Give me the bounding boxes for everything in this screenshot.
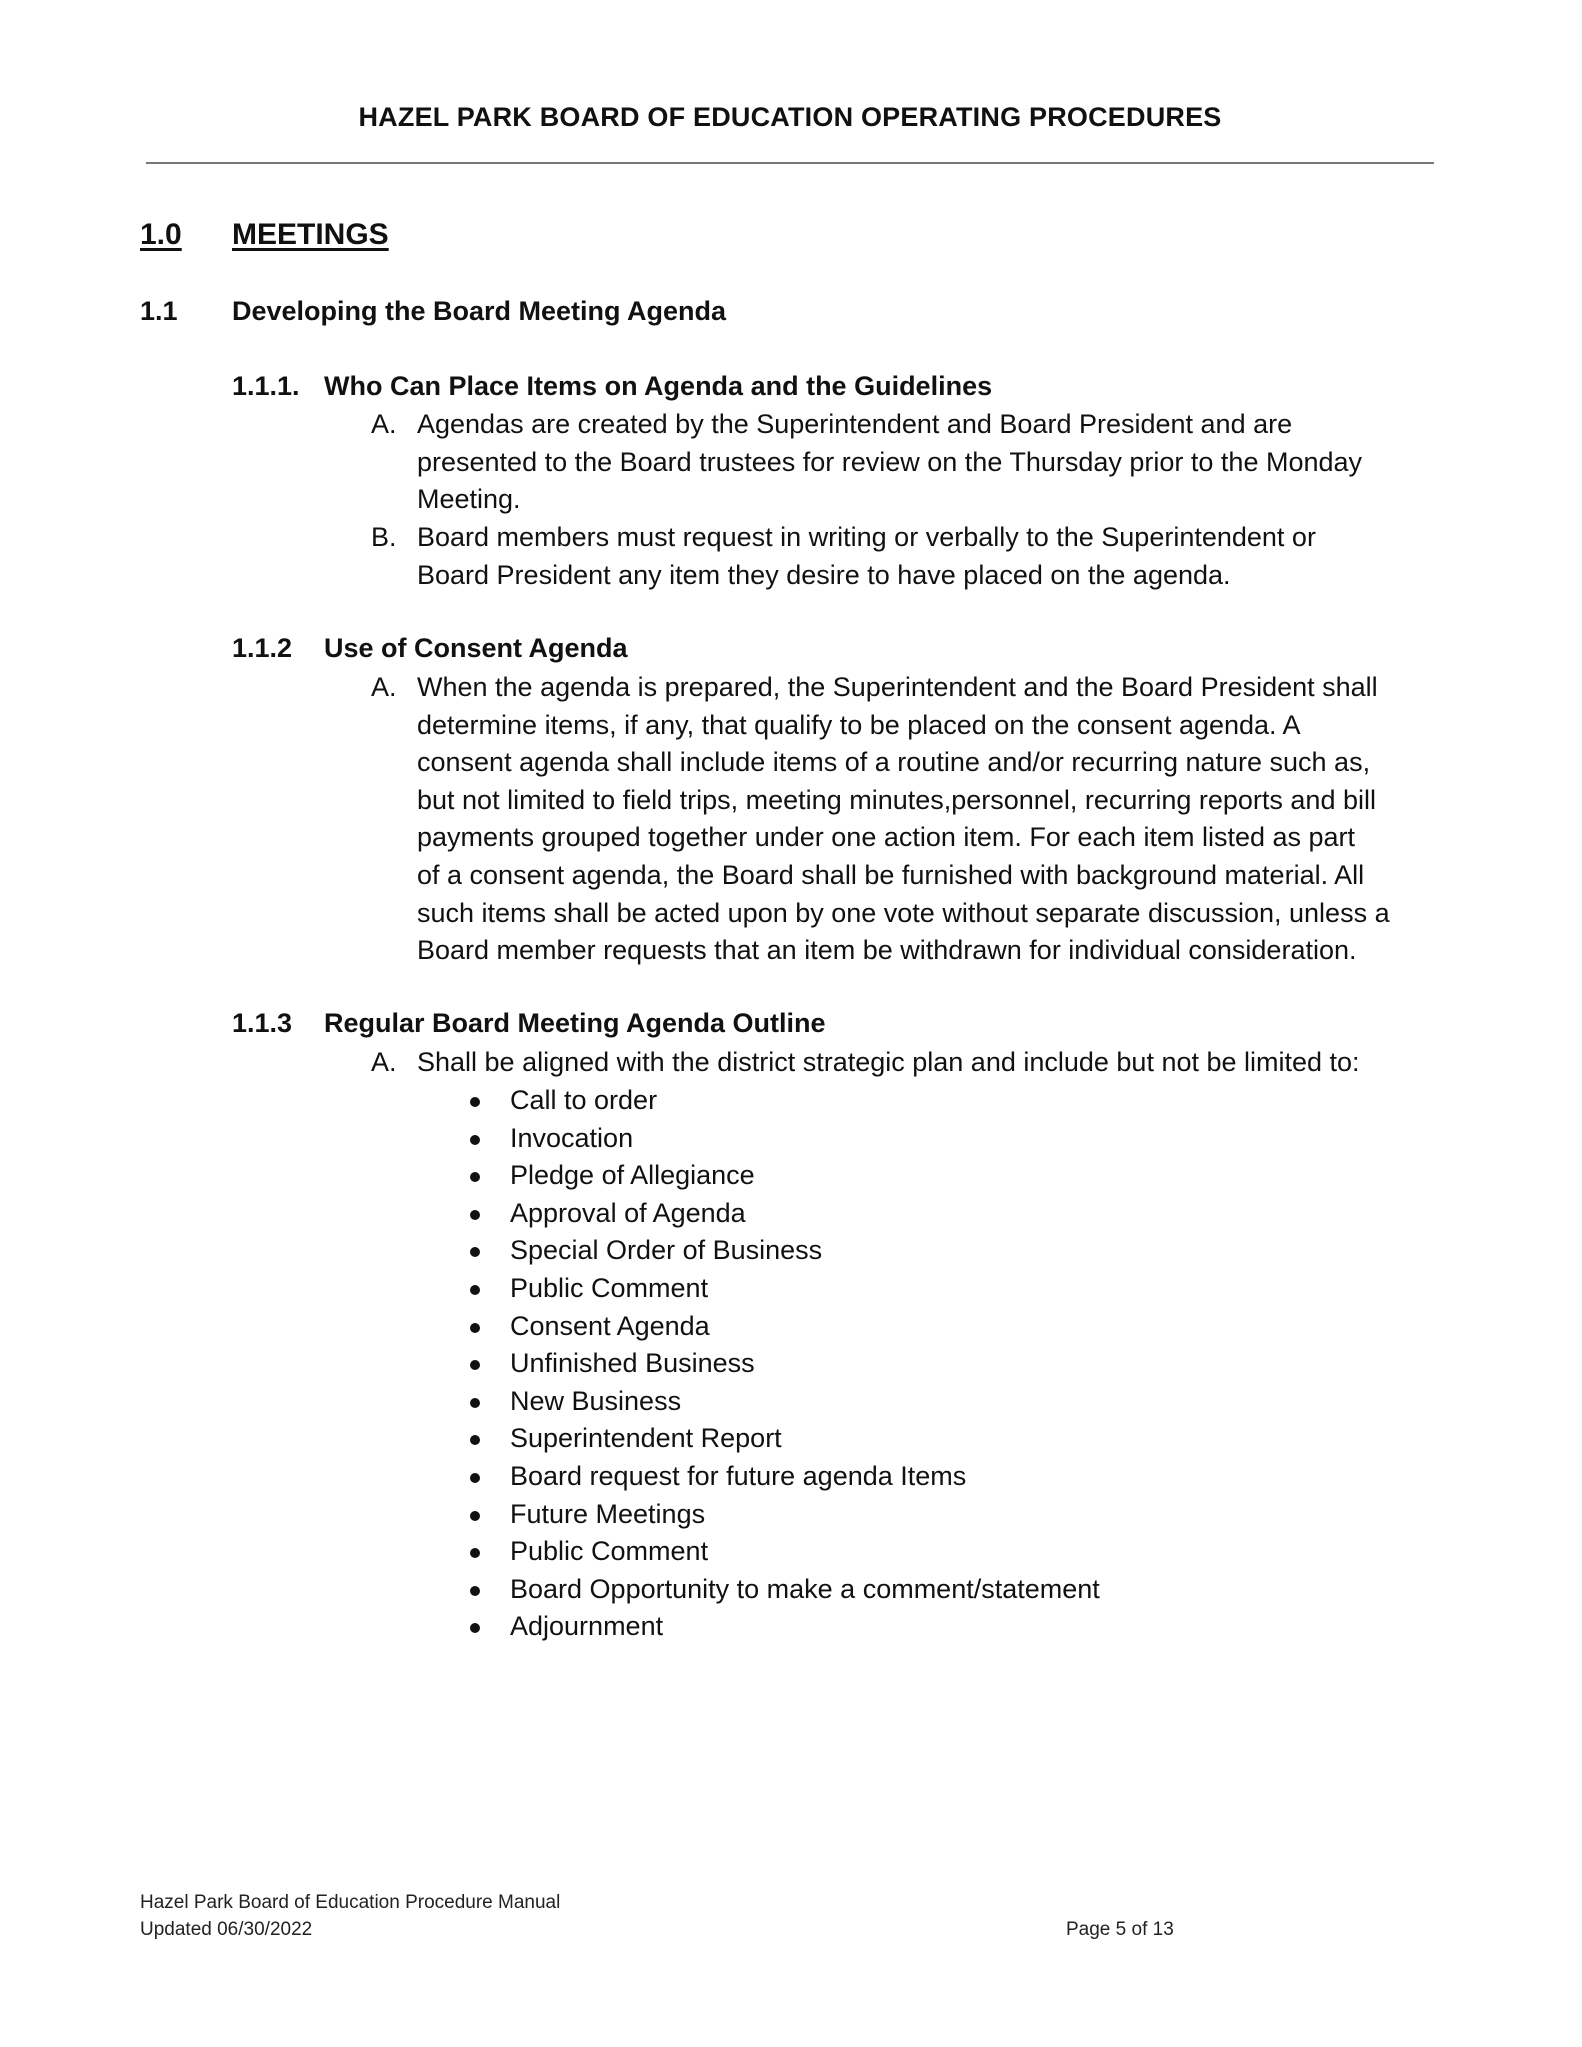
bullet-icon [470,1548,480,1558]
list-item [464,1571,1100,1609]
section-number: 1.0 [140,218,182,251]
bullet-icon [470,1398,480,1408]
s113-title: Regular Board Meeting Agenda Outline [324,1008,826,1038]
list-item [464,1383,1100,1421]
bullet-icon [470,1247,480,1257]
bullet-icon [470,1172,480,1182]
list-item-text: Public Comment [510,1272,709,1303]
list-item [464,1608,1100,1646]
bullet-icon [470,1135,480,1145]
s112-a-line: but not limited to field trips, meeting minutes,personnel, recurring reports and bill [417,784,1376,815]
s112-a-marker: A. [371,672,397,702]
s111-number: 1.1.1. [232,371,300,401]
footer-page-number: Page 5 of 13 [1066,1919,1174,1940]
s111-a-marker: A. [371,409,397,439]
s112-a-line: such items shall be acted upon by one vote without separate discussion, unless a [417,897,1390,928]
list-item-text: Consent Agenda [510,1310,710,1341]
header-divider [146,162,1434,164]
s111-b-marker: B. [371,522,397,552]
s112-a-line: When the agenda is prepared, the Superintendent and the Board President shall [417,672,1378,702]
s111-title: Who Can Place Items on Agenda and the Guidelines [324,371,993,401]
s112-a-line: of a consent agenda, the Board shall be furnished with background material. All [417,859,1365,890]
bullet-icon [470,1435,480,1445]
s112-a-line: Board member requests that an item be withdrawn for individual consideration. [417,935,1357,966]
footer-updated-date: Updated 06/30/2022 [140,1919,313,1940]
list-item [464,1345,1100,1383]
list-item-text: Future Meetings [510,1498,706,1529]
bullet-icon [470,1473,480,1483]
list-item [464,1270,1100,1308]
list-item-text: Board Opportunity to make a comment/statement [510,1573,1100,1604]
subsection-title: Developing the Board Meeting Agenda [232,296,727,326]
list-item-text: Approval of Agenda [510,1197,746,1228]
list-item-text: Call to order [510,1085,658,1115]
list-item-text: Special Order of Business [510,1235,823,1266]
list-item [464,1458,1100,1496]
s111-b-line: Board members must request in writing or verbally to the Superintendent or [417,522,1316,552]
s111-a-line: presented to the Board trustees for review on the Thursday prior to the Monday [417,446,1363,477]
footer-manual-title: Hazel Park Board of Education Procedure Manual [140,1892,561,1913]
s111-a-paragraph [417,406,1362,519]
bullet-icon [470,1623,480,1633]
list-item-text: Public Comment [510,1536,709,1567]
bullet-icon [470,1511,480,1521]
list-item [464,1157,1100,1195]
list-item-text: New Business [510,1385,682,1416]
bullet-icon [470,1360,480,1370]
list-item [464,1195,1100,1233]
list-item-text: Pledge of Allegiance [510,1160,755,1191]
page-header-title: HAZEL PARK BOARD OF EDUCATION OPERATING PROCEDURES [358,102,1222,132]
s112-a-line: determine items, if any, that qualify to be placed on the consent agenda. A [417,709,1301,740]
list-item [464,1533,1100,1571]
s113-a-marker: A. [371,1047,397,1077]
s111-b-line: Board President any item they desire to have placed on the agenda. [417,559,1231,590]
s111-a-line: Meeting. [417,484,521,515]
s112-a-line: payments grouped together under one action item. For each item listed as part [417,822,1356,853]
list-item [464,1496,1100,1534]
section-title: MEETINGS [232,218,389,251]
s112-title: Use of Consent Agenda [324,633,628,663]
s112-a-paragraph [417,669,1390,970]
list-item [464,1232,1100,1270]
bullet-icon [470,1285,480,1295]
list-item [464,1082,1100,1120]
list-item-text: Unfinished Business [510,1348,755,1379]
list-item-text: Invocation [510,1122,634,1153]
s112-number: 1.1.2 [232,633,293,663]
agenda-outline-list [464,1082,1100,1646]
list-item [464,1120,1100,1158]
s113-a-text: Shall be aligned with the district strategic plan and include but not be limited to: [417,1047,1360,1077]
s111-a-line: Agendas are created by the Superintendent and Board President and are [417,409,1293,439]
list-item-text: Superintendent Report [510,1423,782,1454]
bullet-icon [470,1323,480,1333]
subsection-number: 1.1 [140,296,178,326]
list-item-text: Board request for future agenda Items [510,1460,967,1491]
bullet-icon [470,1097,480,1107]
s113-number: 1.1.3 [232,1008,293,1038]
s112-a-line: consent agenda shall include items of a routine and/or recurring nature such as, [417,747,1371,778]
s111-b-paragraph [417,519,1316,594]
list-item [464,1420,1100,1458]
bullet-icon [470,1586,480,1596]
list-item-text: Adjournment [510,1611,664,1642]
bullet-icon [470,1210,480,1220]
list-item [464,1308,1100,1346]
